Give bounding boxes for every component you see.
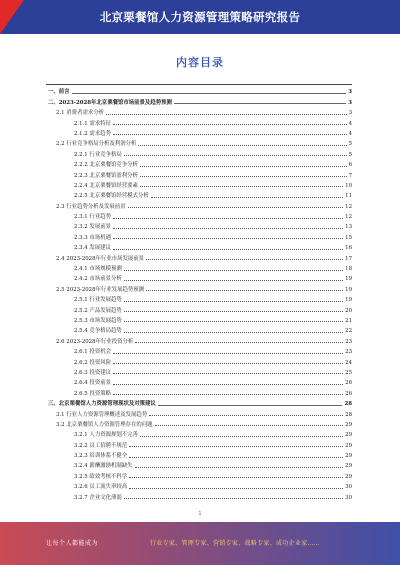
toc-entry-label: 2.2.2 北京栗餐馆竞争分析 xyxy=(74,162,138,169)
toc-entry-label: 2.3 行业趋势分析及发展前景 xyxy=(56,203,126,210)
footer-slogan-lead: 让每个人都能成为 xyxy=(46,540,99,547)
toc-entry-label: 三、北京栗餐馆人力资源管理现状及对策建议 xyxy=(48,401,156,408)
toc-entry-page: 26 xyxy=(345,380,352,387)
toc-entry-label: 2.5.1 行业发展趋势 xyxy=(74,297,122,304)
toc-entry-label: 2.3.3 市场机遇 xyxy=(74,234,111,241)
toc-entry[interactable] xyxy=(46,366,352,376)
toc-entry-page: 19 xyxy=(345,297,352,304)
toc-entry-page: 19 xyxy=(345,286,352,293)
toc-dot-leader xyxy=(113,238,343,239)
report-title: 北京栗餐馆人力资源管理策略研究报告 xyxy=(99,10,301,24)
toc-dot-leader xyxy=(138,145,346,146)
toc-entry[interactable] xyxy=(46,449,352,459)
toc-entry[interactable] xyxy=(46,220,352,230)
toc-entry[interactable] xyxy=(46,386,352,396)
toc-entry-page: 4 xyxy=(348,130,352,137)
toc-dot-leader xyxy=(129,446,343,447)
toc-entry-label: 2.2.1 行业竞争格局 xyxy=(74,151,122,158)
toc-entry-label: 2.4 2023-2028年行业市场发展前景 xyxy=(56,255,145,262)
toc-entry-page: 26 xyxy=(345,390,352,397)
toc-dot-leader xyxy=(113,384,343,385)
toc-entry-page: 29 xyxy=(345,453,352,460)
toc-dot-leader xyxy=(113,394,343,395)
toc-entry[interactable] xyxy=(46,490,352,500)
toc-entry-label: 3.2 北京栗餐馆人力资源管理存在的问题 xyxy=(56,421,153,428)
header-banner xyxy=(0,0,400,34)
toc-entry-page: 3 xyxy=(348,99,352,106)
toc-entry-page: 12 xyxy=(345,203,352,210)
toc-entry-page: 3 xyxy=(348,89,352,96)
toc-entry-page: 23 xyxy=(345,349,352,356)
toc-entry-page: 30 xyxy=(345,484,352,491)
toc-entry[interactable] xyxy=(46,480,352,490)
toc-entry[interactable] xyxy=(46,241,352,251)
toc-dot-leader xyxy=(149,415,343,416)
toc-entry-page: 30 xyxy=(345,494,352,501)
toc-entry-label: 3.2.3 培训体系不健全 xyxy=(74,453,128,460)
toc-entry[interactable] xyxy=(46,137,352,147)
toc-entry-label: 2.1.1 需求特征 xyxy=(74,120,111,127)
toc-dot-leader xyxy=(128,207,344,208)
toc-dot-leader xyxy=(113,353,343,354)
toc-entry[interactable] xyxy=(46,262,352,272)
toc-entry-page: 5 xyxy=(348,141,352,148)
toc-dot-leader xyxy=(106,114,347,115)
toc-dot-leader xyxy=(140,166,347,167)
toc-dot-leader xyxy=(140,186,343,187)
toc-dot-leader xyxy=(113,134,347,135)
toc-entry-label: 2.5.2 产品发展趋势 xyxy=(74,307,122,314)
toc-entry-label: 3.2.2 员工招聘不规范 xyxy=(74,442,128,449)
toc-dot-leader xyxy=(113,228,343,229)
toc-entry[interactable] xyxy=(46,438,352,448)
toc-entry-page: 5 xyxy=(348,151,352,158)
toc-entry-label: 2.1.2 需求趋势 xyxy=(74,130,111,137)
toc-entry-label: 2.6.3 投资建议 xyxy=(74,369,111,376)
toc-entry-label: 2.2 行业竞争格局分析及利润分析 xyxy=(56,141,137,148)
toc-entry-label: 3.2.4 薪酬激励机制缺失 xyxy=(74,463,133,470)
toc-entry[interactable] xyxy=(46,199,352,209)
toc-entry-label: 2.2.5 北京栗餐馆经营模式分析 xyxy=(74,193,149,200)
toc-entry[interactable] xyxy=(46,334,352,344)
toc-entry-page: 7 xyxy=(348,172,352,179)
toc-dot-leader xyxy=(151,197,343,198)
toc-entry[interactable] xyxy=(46,230,352,240)
toc-entry-label: 3.2.7 企业文化薄弱 xyxy=(74,494,122,501)
toc-entry-label: 2.3.4 发展建议 xyxy=(74,245,111,252)
toc-entry[interactable] xyxy=(46,376,352,386)
toc-entry-label: 2.4.2 市场前景分析 xyxy=(74,276,122,283)
toc-entry[interactable] xyxy=(46,168,352,178)
toc-entry-label: 3.2.6 员工流失率较高 xyxy=(74,484,128,491)
toc-dot-leader xyxy=(113,363,343,364)
toc-dot-leader xyxy=(124,301,343,302)
toc-entry-label: 2.1 消费者需求分析 xyxy=(56,110,105,117)
toc-entry[interactable] xyxy=(46,345,352,355)
toc-entry[interactable] xyxy=(46,158,352,168)
toc-entry[interactable] xyxy=(46,147,352,157)
footer-banner xyxy=(0,522,400,565)
toc-entry-page: 28 xyxy=(345,411,352,418)
toc-entry[interactable] xyxy=(46,251,352,261)
toc-entry[interactable] xyxy=(46,397,352,407)
toc-entry-label: 2.5.3 市场发展趋势 xyxy=(74,317,122,324)
toc-heading: 内容目录 xyxy=(176,56,224,69)
toc-dot-leader xyxy=(146,259,343,260)
footer-slogan-list: 行业专家、管理专家、营销专家、战略专家、成功企业家…… xyxy=(150,540,321,547)
toc-entry[interactable] xyxy=(46,459,352,469)
toc-dot-leader xyxy=(129,477,343,478)
toc-dot-leader xyxy=(135,467,344,468)
table-of-contents xyxy=(46,84,352,501)
toc-entry[interactable] xyxy=(46,210,352,220)
toc-entry-label: 二、2023-2028年北京栗餐馆市场前景及趋势预测 xyxy=(48,99,172,106)
toc-entry-page: 16 xyxy=(345,245,352,252)
toc-dot-leader xyxy=(124,311,343,312)
toc-entry[interactable] xyxy=(46,324,352,334)
toc-dot-leader xyxy=(124,498,343,499)
toc-entry[interactable] xyxy=(46,95,352,105)
toc-entry-page: 20 xyxy=(345,307,352,314)
toc-entry-page: 6 xyxy=(348,162,352,169)
page-number: 1 xyxy=(198,511,202,517)
toc-entry-label: 3.2.1 人力资源规划不完善 xyxy=(74,432,138,439)
toc-entry-label: 2.2.4 北京栗餐馆经营要素 xyxy=(74,182,138,189)
toc-entry[interactable] xyxy=(46,106,352,116)
toc-entry-label: 2.6.1 投资机会 xyxy=(74,349,111,356)
toc-entry-page: 13 xyxy=(345,224,352,231)
toc-entry-page: 3 xyxy=(348,110,352,117)
toc-dot-leader xyxy=(124,321,343,322)
toc-entry-label: 2.6 2023-2028年行业投资分析 xyxy=(56,338,134,345)
toc-entry[interactable] xyxy=(46,116,352,126)
toc-entry-label: 2.6.5 投资策略 xyxy=(74,390,111,397)
toc-entry[interactable] xyxy=(46,314,352,324)
toc-entry[interactable] xyxy=(46,428,352,438)
toc-entry[interactable] xyxy=(46,303,352,313)
toc-entry-page: 29 xyxy=(345,473,352,480)
toc-dot-leader xyxy=(146,290,343,291)
toc-entry-label: 3.2.5 绩效考核不科学 xyxy=(74,473,128,480)
toc-dot-leader xyxy=(174,103,346,104)
toc-dot-leader xyxy=(129,488,343,489)
toc-entry[interactable] xyxy=(46,418,352,428)
toc-entry-page: 29 xyxy=(345,421,352,428)
toc-entry-page: 22 xyxy=(345,328,352,335)
toc-entry-page: 21 xyxy=(345,317,352,324)
toc-entry[interactable] xyxy=(46,127,352,137)
toc-dot-leader xyxy=(124,332,343,333)
toc-entry-label: 3.1 行业人力资源管理概述及发展趋势 xyxy=(56,411,148,418)
toc-entry[interactable] xyxy=(46,189,352,199)
toc-entry-page: 12 xyxy=(345,214,352,221)
toc-entry-label: 2.5 2023-2028年行业发展趋势预测 xyxy=(56,286,145,293)
toc-entry-label: 一、前言 xyxy=(48,89,70,96)
toc-entry-label: 2.3.1 行业趋势 xyxy=(74,214,111,221)
toc-entry[interactable] xyxy=(46,179,352,189)
toc-entry-page: 29 xyxy=(345,463,352,470)
toc-entry-page: 18 xyxy=(345,266,352,273)
toc-dot-leader xyxy=(124,155,347,156)
toc-entry[interactable] xyxy=(46,293,352,303)
toc-dot-leader xyxy=(155,425,344,426)
toc-entry[interactable] xyxy=(46,85,352,95)
toc-entry-page: 4 xyxy=(348,120,352,127)
toc-entry[interactable] xyxy=(46,469,352,479)
toc-dot-leader xyxy=(124,270,343,271)
toc-entry-page: 29 xyxy=(345,432,352,439)
toc-entry-page: 19 xyxy=(345,276,352,283)
toc-dot-leader xyxy=(158,405,343,406)
toc-dot-leader xyxy=(140,436,343,437)
toc-entry[interactable] xyxy=(46,407,352,417)
toc-dot-leader xyxy=(135,342,343,343)
toc-entry-page: 10 xyxy=(345,182,352,189)
toc-entry[interactable] xyxy=(46,355,352,365)
toc-entry-label: 2.4.1 市场规模预测 xyxy=(74,266,122,273)
toc-entry-label: 2.5.4 竞争格局趋势 xyxy=(74,328,122,335)
toc-entry-page: 23 xyxy=(345,338,352,345)
toc-entry-page: 24 xyxy=(345,359,352,366)
toc-entry[interactable] xyxy=(46,282,352,292)
toc-entry-label: 2.3.2 发展前景 xyxy=(74,224,111,231)
toc-entry-page: 28 xyxy=(344,401,352,408)
toc-entry[interactable] xyxy=(46,272,352,282)
toc-entry-label: 2.6.4 投资前景 xyxy=(74,380,111,387)
toc-dot-leader xyxy=(129,457,343,458)
toc-dot-leader xyxy=(124,280,343,281)
toc-entry-page: 11 xyxy=(345,193,352,200)
toc-dot-leader xyxy=(113,124,347,125)
toc-entry-label: 2.6.2 投资风险 xyxy=(74,359,111,366)
toc-dot-leader xyxy=(113,249,343,250)
toc-entry-page: 25 xyxy=(345,369,352,376)
toc-dot-leader xyxy=(113,218,343,219)
toc-entry-page: 17 xyxy=(345,255,352,262)
toc-entry-page: 29 xyxy=(345,442,352,449)
toc-entry-label: 2.2.3 北京栗餐馆盈利分析 xyxy=(74,172,138,179)
toc-dot-leader xyxy=(113,373,343,374)
toc-dot-leader xyxy=(140,176,347,177)
toc-dot-leader xyxy=(72,93,347,94)
toc-entry-page: 15 xyxy=(345,234,352,241)
